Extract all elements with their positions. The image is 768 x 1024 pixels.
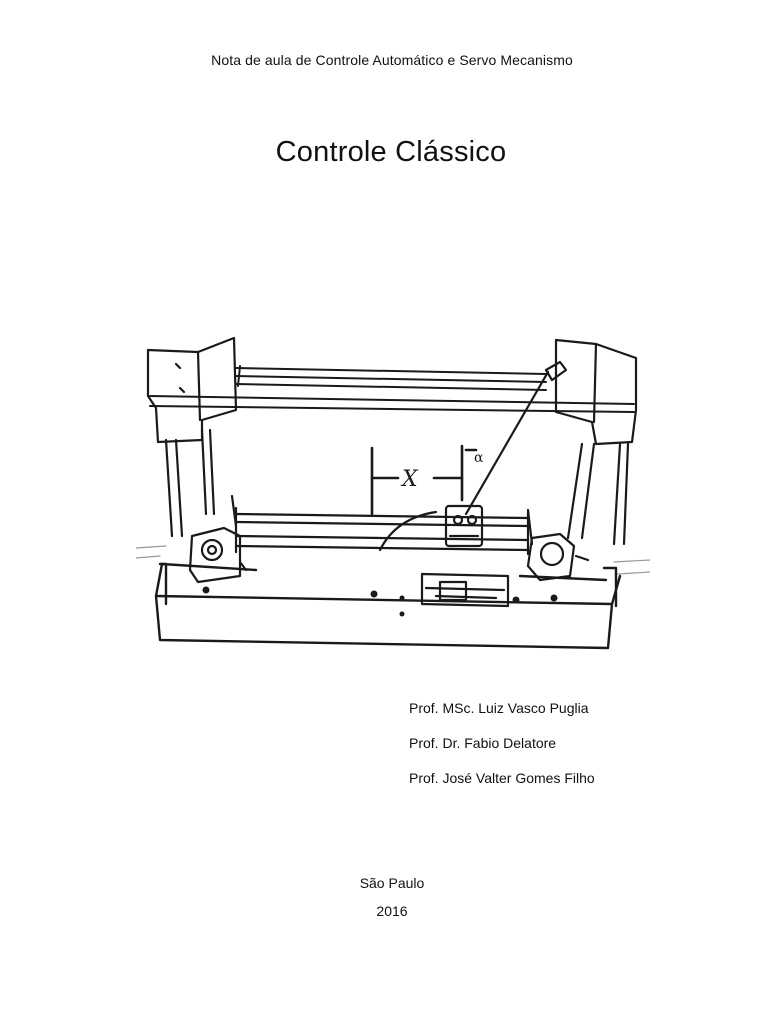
alpha-label: α <box>474 450 484 466</box>
pendulum-apparatus-drawing <box>136 300 650 660</box>
x-label: X <box>402 467 418 492</box>
author-list <box>409 699 595 804</box>
publication-year: 2016 <box>376 903 408 919</box>
course-header: Nota de aula de Controle Automático e Servo Mecanismo <box>211 52 573 68</box>
author-name: Prof. Dr. Fabio Delatore <box>409 735 557 751</box>
right-top-block <box>546 340 636 444</box>
publication-place: São Paulo <box>359 875 425 891</box>
x-dimension-marker <box>372 446 476 514</box>
base-platform <box>156 564 620 648</box>
author-name: Prof. MSc. Luiz Vasco Puglia <box>409 700 589 716</box>
right-motor-block <box>528 510 588 580</box>
document-title: Controle Clássico <box>275 136 507 168</box>
left-top-block <box>148 338 236 442</box>
pendulum-rod <box>466 372 548 514</box>
inverted-pendulum-figure <box>136 300 650 660</box>
author-name: Prof. José Valter Gomes Filho <box>409 770 595 786</box>
